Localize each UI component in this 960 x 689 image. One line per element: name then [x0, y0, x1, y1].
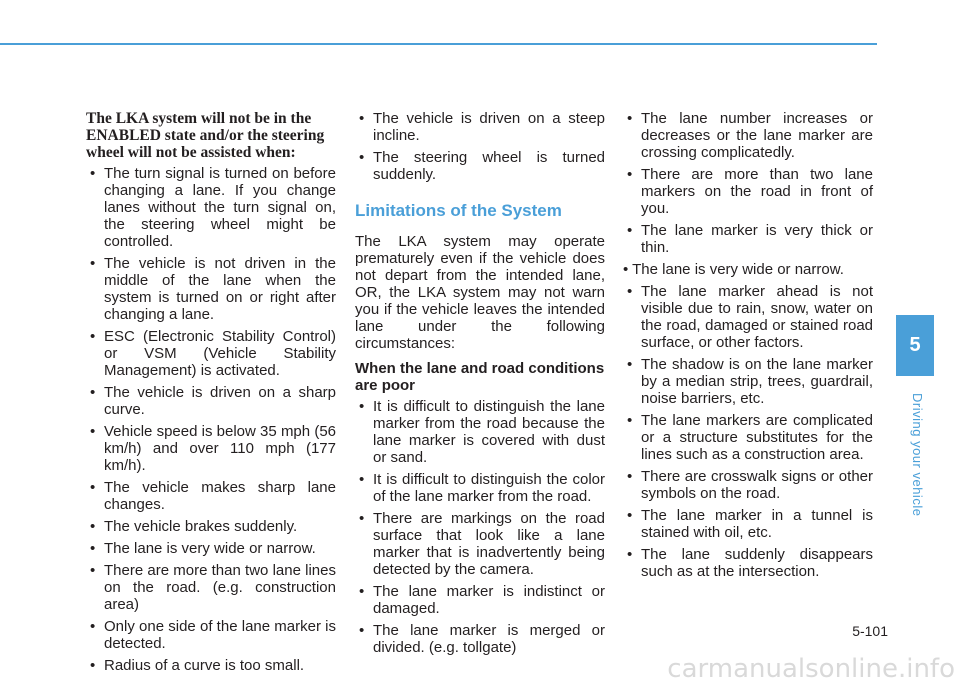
list-item: • The vehicle is not driven in the middle of the lane when the system is turned on or right after changing a lane. [86, 255, 336, 323]
list-item: • The lane marker is merged or divided. (e.g. tollgate) [355, 622, 605, 656]
list-item: • The shadow is on the lane marker by a median strip, trees, guardrail, noise barriers, etc. [623, 356, 873, 407]
list-item: • The lane marker is very thick or thin. [623, 222, 873, 256]
column-2-list [355, 398, 605, 656]
column-3 [623, 110, 873, 585]
list-item: • There are crosswalk signs or other symbols on the road. [623, 468, 873, 502]
plain-list-line: • The lane is very wide or narrow. [623, 261, 844, 278]
list-item: • The turn signal is turned on before changing a lane. If you change lanes without the turn signal on, the steering wheel might be controlled. [86, 165, 336, 250]
list-item: • Vehicle speed is below 35 mph (56 km/h) and over 110 mph (177 km/h). [86, 423, 336, 474]
chapter-label: Driving your vehicle [910, 393, 925, 517]
list-item: • The lane marker is indistinct or damaged. [355, 583, 605, 617]
list-item: • The vehicle is driven on a steep incline. [355, 110, 605, 144]
list-item: • The lane is very wide or narrow. [86, 540, 336, 557]
list-item: • The lane suddenly disappears such as at the intersection. [623, 546, 873, 580]
column-3-list-a [623, 110, 873, 256]
list-item: • Only one side of the lane marker is detected. [86, 618, 336, 652]
list-item: • There are markings on the road surface that look like a lane marker that is inadvertently being detected by the camera. [355, 510, 605, 578]
column-2-top-list [355, 110, 605, 183]
list-item: • The vehicle is driven on a sharp curve. [86, 384, 336, 418]
list-item: • There are more than two lane markers on the road in front of you. [623, 166, 873, 217]
column-3-list-b [623, 283, 873, 580]
list-item: • There are more than two lane lines on the road. (e.g. construction area) [86, 562, 336, 613]
list-item: • The steering wheel is turned suddenly. [355, 149, 605, 183]
section-intro: The LKA system may operate prematurely even if the vehicle does not depart from the intended lane, OR, the LKA system may not warn you if the vehicle leaves the intended lane under the following circumstances: [355, 233, 605, 352]
list-item: • Radius of a curve is too small. [86, 657, 336, 674]
list-item: • The lane marker ahead is not visible due to rain, snow, water on the road, damaged or stained road surface, or other factors. [623, 283, 873, 351]
list-item: • ESC (Electronic Stability Control) or VSM (Vehicle Stability Management) is activated. [86, 328, 336, 379]
section-title: Limitations of the System [355, 201, 562, 220]
list-item: • The vehicle makes sharp lane changes. [86, 479, 336, 513]
header-rule [0, 43, 877, 45]
column-2 [355, 110, 605, 661]
column-1 [86, 110, 336, 679]
list-item: • It is difficult to distinguish the color of the lane marker from the road. [355, 471, 605, 505]
column-1-heading: The LKA system will not be in the ENABLED state and/or the steering wheel will not be assisted when: [86, 110, 325, 161]
list-item: • It is difficult to distinguish the lane marker from the road because the lane marker is covered with dust or sand. [355, 398, 605, 466]
list-item: • The lane markers are complicated or a structure substitutes for the lines such as a construction area. [623, 412, 873, 463]
conditions-subheading: When the lane and road conditions are poor [355, 360, 605, 394]
list-item: • The lane number increases or decreases or the lane marker are crossing complicatedly. [623, 110, 873, 161]
list-item: • The vehicle brakes suddenly. [86, 518, 336, 535]
page-number: 5-101 [852, 623, 888, 639]
column-1-list [86, 165, 336, 674]
list-item: • The lane marker in a tunnel is stained with oil, etc. [623, 507, 873, 541]
chapter-number-tab: 5 [896, 315, 934, 376]
watermark: carmanualsonline.info [667, 654, 955, 684]
